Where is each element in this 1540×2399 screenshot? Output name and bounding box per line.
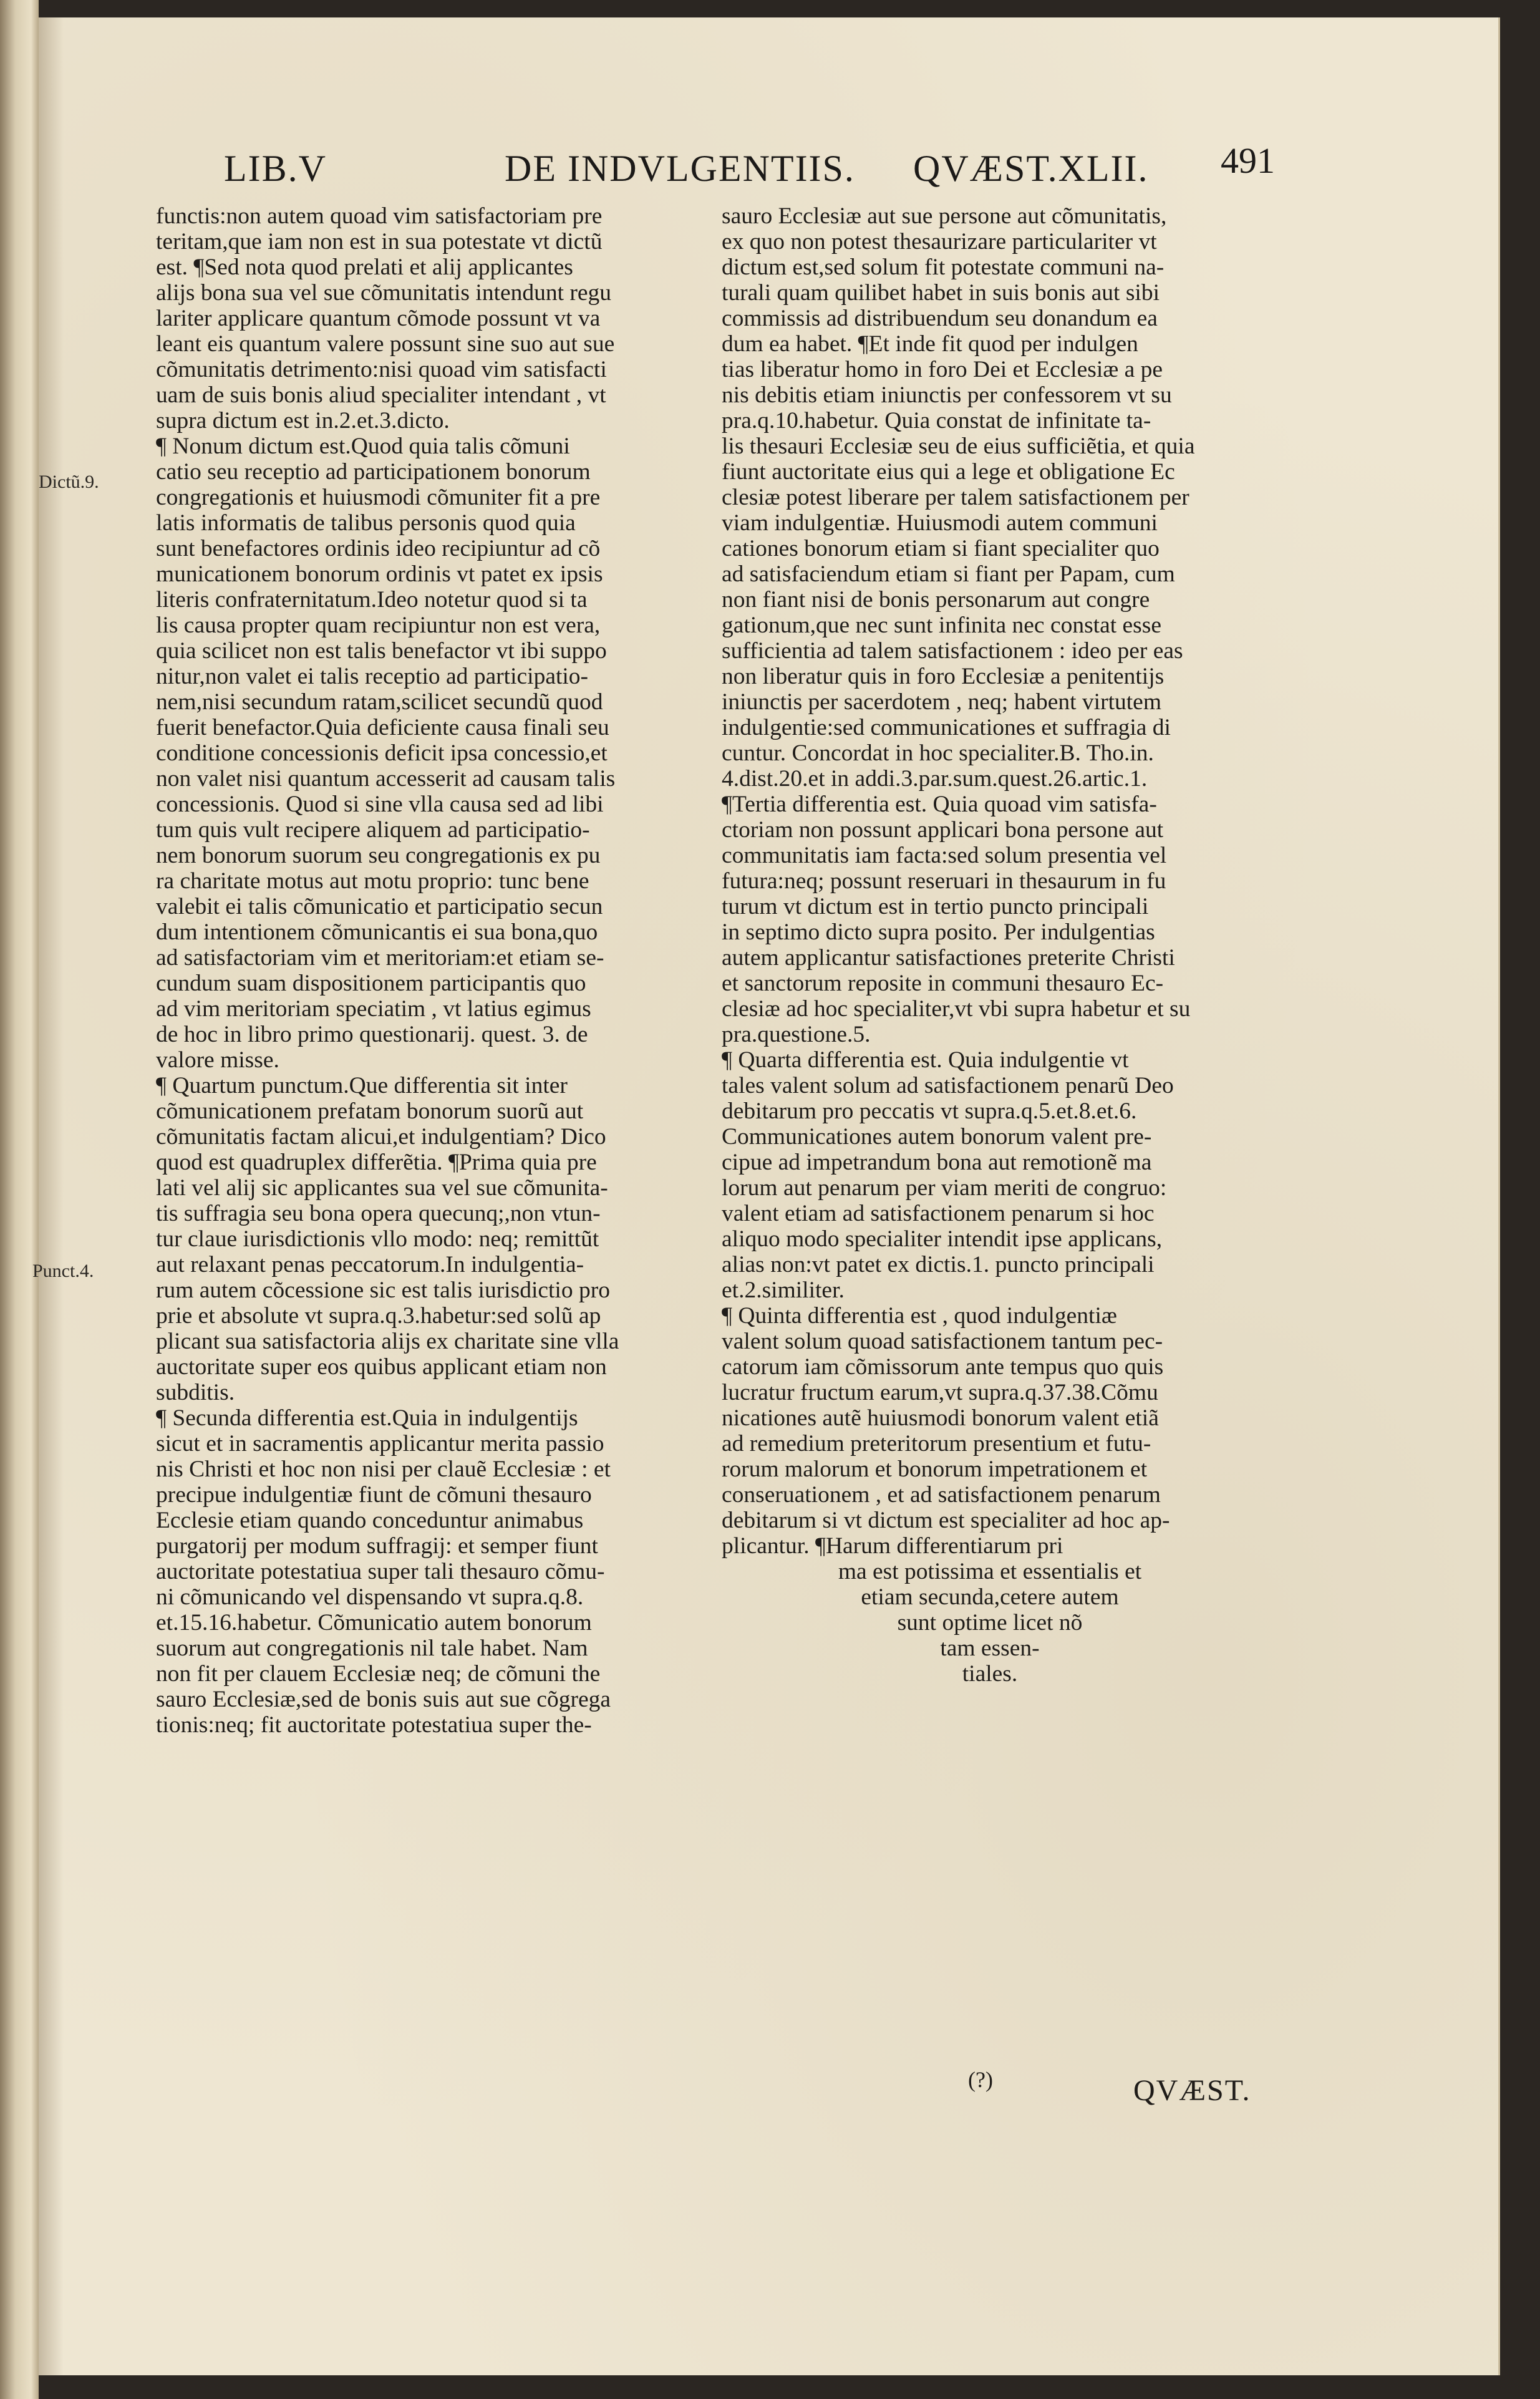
right-column-line: ad remedium preteritorum presentium et futu- xyxy=(722,1431,1151,1456)
right-column-line: lucratur fructum earum,vt supra.q.37.38.Cõmu xyxy=(722,1380,1158,1405)
running-head-title: DE INDVLGENTIIS. xyxy=(505,148,855,189)
left-column-line: fuerit benefactor.Quia deficiente causa finali seu xyxy=(156,715,609,740)
left-column-line: catio seu receptio ad participationem bonorum xyxy=(156,459,591,485)
left-column-line: teritam,que iam non est in sua potestate vt dictũ xyxy=(156,229,603,254)
left-column-line: tur claue iurisdictionis vllo modo: neq; remittũt xyxy=(156,1226,599,1252)
left-column-line: nitur,non valet ei talis receptio ad participatio- xyxy=(156,664,589,689)
right-column-line: catorum iam cõmissorum ante tempus quo quis xyxy=(722,1354,1164,1380)
right-column-line: lorum aut penarum per viam meriti de congruo: xyxy=(722,1175,1167,1201)
left-column-line: tis suffragia seu bona opera quecunq;,non vtun- xyxy=(156,1201,601,1226)
left-column-line: latis informatis de talibus personis quod quia xyxy=(156,510,576,536)
right-column-line: futura:neq; possunt reseruari in thesaurum in fu xyxy=(722,868,1166,894)
left-column-line: sicut et in sacramentis applicantur merita passio xyxy=(156,1431,604,1456)
right-column-line: fiunt auctoritate eius qui a lege et obligatione Ec xyxy=(722,459,1175,485)
left-column-line: cundum suam dispositionem participantis quo xyxy=(156,971,586,996)
left-column-line: cõmunicationem prefatam bonorum suorũ aut xyxy=(156,1098,584,1124)
right-column-line: clesiæ potest liberare per talem satisfactionem per xyxy=(722,485,1189,510)
left-column-line: aut relaxant penas peccatorum.In indulgentia- xyxy=(156,1252,584,1277)
right-column-line: tiales. xyxy=(962,1661,1018,1687)
left-column-line: non valet nisi quantum accesserit ad causam talis xyxy=(156,766,616,792)
right-column-line: sunt optime licet nõ xyxy=(897,1610,1083,1636)
right-column-line: Communicationes autem bonorum valent pre- xyxy=(722,1124,1152,1150)
right-column-line: 4.dist.20.et in addi.3.par.sum.quest.26.artic.1. xyxy=(722,766,1148,792)
left-column-line: sunt benefactores ordinis ideo recipiuntur ad cõ xyxy=(156,536,601,561)
left-column-line: functis:non autem quoad vim satisfactoriam pre xyxy=(156,203,603,229)
right-column-line: indulgentie:sed communicationes et suffragia di xyxy=(722,715,1171,740)
running-head-question: QVÆST.XLII. xyxy=(913,148,1149,189)
left-column-line: valore misse. xyxy=(156,1047,279,1073)
right-text-column xyxy=(722,203,1283,1687)
right-column-line: ma est potissima et essentialis et xyxy=(838,1559,1142,1584)
left-column-line: supra dictum est in.2.et.3.dicto. xyxy=(156,408,450,434)
running-head xyxy=(224,147,1297,203)
left-column-line: conditione concessionis deficit ipsa concessio,et xyxy=(156,740,608,766)
left-column-line: suorum aut congregationis nil tale habet. Nam xyxy=(156,1636,588,1661)
right-column-line: non liberatur quis in foro Ecclesiæ a penitentijs xyxy=(722,664,1165,689)
right-column-line: in septimo dicto supra posito. Per indulgentias xyxy=(722,919,1155,945)
left-text-column xyxy=(156,203,692,1738)
left-column-line: leant eis quantum valere possunt sine suo aut sue xyxy=(156,331,615,357)
right-column-line: tales valent solum ad satisfactionem penarũ Deo xyxy=(722,1073,1174,1098)
right-column-line: aliquo modo specialiter intendit ipse applicans, xyxy=(722,1226,1163,1252)
left-column-line: prie et absolute vt supra.q.3.habetur:sed solũ ap xyxy=(156,1303,601,1329)
left-column-line: lis causa propter quam recipiuntur non est vera, xyxy=(156,613,601,638)
right-column-line: tam essen- xyxy=(940,1636,1040,1661)
left-column-line: Ecclesie etiam quando conceduntur animabus xyxy=(156,1508,584,1533)
left-column-line: dum intentionem cõmunicantis ei sua bona,quo xyxy=(156,919,598,945)
left-column-line: rum autem cõcessione sic est talis iurisdictio pro xyxy=(156,1277,610,1303)
right-column-line: cipue ad impetrandum bona aut remotionẽ ma xyxy=(722,1150,1152,1175)
left-column-line: ¶ Secunda differentia est.Quia in indulgentijs xyxy=(156,1405,578,1431)
right-column-line: iniunctis per sacerdotem , neq; habent virtutem xyxy=(722,689,1161,715)
right-column-line: sufficientia ad talem satisfactionem : ideo per eas xyxy=(722,638,1183,664)
previous-page-edge xyxy=(0,0,39,2399)
right-column-line: ctoriam non possunt applicari bona persone aut xyxy=(722,817,1164,843)
left-column-line: nis Christi et hoc non nisi per clauẽ Ecclesiæ : et xyxy=(156,1456,611,1482)
left-column-line: sauro Ecclesiæ,sed de bonis suis aut sue cõgrega xyxy=(156,1687,611,1712)
right-column-line: plicantur. ¶Harum differentiarum pri xyxy=(722,1533,1063,1559)
right-column-line: alias non:vt patet ex dictis.1. puncto principali xyxy=(722,1252,1155,1277)
left-column-line: municationem bonorum ordinis vt patet ex ipsis xyxy=(156,561,603,587)
left-column-line: congregationis et huiusmodi cõmuniter fit a pre xyxy=(156,485,601,510)
left-column-line: alijs bona sua vel sue cõmunitatis intendunt regu xyxy=(156,280,612,306)
left-column-line: literis confraternitatum.Ideo notetur quod si ta xyxy=(156,587,588,613)
left-column-line: est. ¶Sed nota quod prelati et alij applicantes xyxy=(156,254,573,280)
catchword: QVÆST. xyxy=(1133,2074,1251,2107)
left-column-line: de hoc in libro primo questionarij. quest. 3. de xyxy=(156,1022,588,1047)
right-column-line: debitarum si vt dictum est specialiter ad hoc ap- xyxy=(722,1508,1170,1533)
left-column-line: quia scilicet non est talis benefactor vt ibi suppo xyxy=(156,638,607,664)
right-column-line: ex quo non potest thesaurizare particulariter vt xyxy=(722,229,1157,254)
running-head-book: LIB.V xyxy=(224,148,327,189)
right-column-line: nicationes autẽ huiusmodi bonorum valent etiã xyxy=(722,1405,1159,1431)
left-column-line: ¶ Nonum dictum est.Quod quia talis cõmuni xyxy=(156,434,570,459)
left-column-line: nem bonorum suorum seu congregationis ex pu xyxy=(156,843,601,868)
margin-note-punctum: Punct.4. xyxy=(32,1261,94,1281)
left-column-line: subditis. xyxy=(156,1380,235,1405)
signature-mark: (?) xyxy=(968,2067,993,2092)
right-column-line: ¶Tertia differentia est. Quia quoad vim satisfa- xyxy=(722,792,1157,817)
right-column-line: conseruationem , et ad satisfactionem penarum xyxy=(722,1482,1161,1508)
left-column-line: concessionis. Quod si sine vlla causa sed ad libi xyxy=(156,792,604,817)
margin-note-dictum: Dictũ.9. xyxy=(39,472,99,492)
right-column-line: tias liberatur homo in foro Dei et Ecclesiæ a pe xyxy=(722,357,1163,382)
right-column-line: et sanctorum reposite in communi thesauro Ec- xyxy=(722,971,1164,996)
left-column-line: et.15.16.habetur. Cõmunicatio autem bonorum xyxy=(156,1610,592,1636)
right-column-line: pra.questione.5. xyxy=(722,1022,871,1047)
left-column-line: uam de suis bonis aliud specialiter intendant , vt xyxy=(156,382,606,408)
left-column-line: ¶ Quartum punctum.Que differentia sit inter xyxy=(156,1073,568,1098)
right-column-line: nis debitis etiam iniunctis per confessorem vt su xyxy=(722,382,1172,408)
right-column-line: dictum est,sed solum fit potestate communi na- xyxy=(722,254,1165,280)
right-column-line: communitatis iam facta:sed solum presentia vel xyxy=(722,843,1167,868)
left-column-line: lariter applicare quantum cõmode possunt vt va xyxy=(156,306,601,331)
left-column-line: ad satisfactoriam vim et meritoriam:et etiam se- xyxy=(156,945,604,971)
left-column-line: lati vel alij sic applicantes sua vel sue cõmunita- xyxy=(156,1175,608,1201)
left-column-line: ad vim meritoriam speciatim , vt latius egimus xyxy=(156,996,591,1022)
left-column-line: ra charitate motus aut motu proprio: tunc bene xyxy=(156,868,589,894)
left-column-line: cõmunitatis factam alicui,et indulgentiam? Dico xyxy=(156,1124,606,1150)
left-column-line: tum quis vult recipere aliquem ad participatio- xyxy=(156,817,590,843)
right-column-line: viam indulgentiæ. Huiusmodi autem communi xyxy=(722,510,1158,536)
right-column-line: valent etiam ad satisfactionem penarum si hoc xyxy=(722,1201,1155,1226)
left-column-line: plicant sua satisfactoria alijs ex charitate sine vlla xyxy=(156,1329,619,1354)
right-column-line: autem applicantur satisfactiones preterite Christi xyxy=(722,945,1175,971)
right-column-line: debitarum pro peccatis vt supra.q.5.et.8.et.6. xyxy=(722,1098,1137,1124)
right-column-line: ¶ Quinta differentia est , quod indulgentiæ xyxy=(722,1303,1117,1329)
right-column-line: rorum malorum et bonorum impetrationem et xyxy=(722,1456,1148,1482)
left-column-line: cõmunitatis detrimento:nisi quoad vim satisfacti xyxy=(156,357,607,382)
right-column-line: valent solum quoad satisfactionem tantum pec- xyxy=(722,1329,1163,1354)
right-column-line: cationes bonorum etiam si fiant specialiter quo xyxy=(722,536,1160,561)
right-column-line: non fiant nisi de bonis personarum aut congre xyxy=(722,587,1150,613)
left-column-line: auctoritate potestatiua super tali thesauro cõmu- xyxy=(156,1559,605,1584)
left-column-line: non fit per clauem Ecclesiæ neq; de cõmuni the xyxy=(156,1661,601,1687)
left-column-line: tionis:neq; fit auctoritate potestatiua super the- xyxy=(156,1712,592,1738)
left-column-line: quod est quadruplex differẽtia. ¶Prima quia pre xyxy=(156,1150,597,1175)
right-column-line: pra.q.10.habetur. Quia constat de infinitate ta- xyxy=(722,408,1151,434)
right-column-line: turali quam quilibet habet in suis bonis aut sibi xyxy=(722,280,1160,306)
right-column-line: cuntur. Concordat in hoc specialiter.B. Tho.in. xyxy=(722,740,1154,766)
book-page xyxy=(32,17,1500,2375)
right-column-line: etiam secunda,cetere autem xyxy=(861,1584,1119,1610)
left-column-line: ni cõmunicando vel dispensando vt supra.q.8. xyxy=(156,1584,584,1610)
right-column-line: dum ea habet. ¶Et inde fit quod per indulgen xyxy=(722,331,1138,357)
right-column-line: sauro Ecclesiæ aut sue persone aut cõmunitatis, xyxy=(722,203,1167,229)
right-column-line: turum vt dictum est in tertio puncto principali xyxy=(722,894,1149,919)
left-column-line: auctoritate super eos quibus applicant etiam non xyxy=(156,1354,607,1380)
left-column-line: purgatorij per modum suffragij: et semper fiunt xyxy=(156,1533,598,1559)
folio-number: 491 xyxy=(1221,140,1275,181)
right-column-line: commissis ad distribuendum seu donandum ea xyxy=(722,306,1158,331)
right-column-line: clesiæ ad hoc specialiter,vt vbi supra habetur et su xyxy=(722,996,1191,1022)
right-column-line: ad satisfaciendum etiam si fiant per Papam, cum xyxy=(722,561,1175,587)
right-column-line: ¶ Quarta differentia est. Quia indulgentie vt xyxy=(722,1047,1129,1073)
left-column-line: precipue indulgentiæ fiunt de cõmuni thesauro xyxy=(156,1482,592,1508)
left-column-line: nem,nisi secundum ratam,scilicet secundũ quod xyxy=(156,689,603,715)
right-column-line: gationum,que nec sunt infinita nec constat esse xyxy=(722,613,1162,638)
right-column-line: lis thesauri Ecclesiæ seu de eius sufficiẽtia, et quia xyxy=(722,434,1195,459)
left-column-line: valebit ei talis cõmunicatio et participatio secun xyxy=(156,894,603,919)
right-column-line: et.2.similiter. xyxy=(722,1277,845,1303)
